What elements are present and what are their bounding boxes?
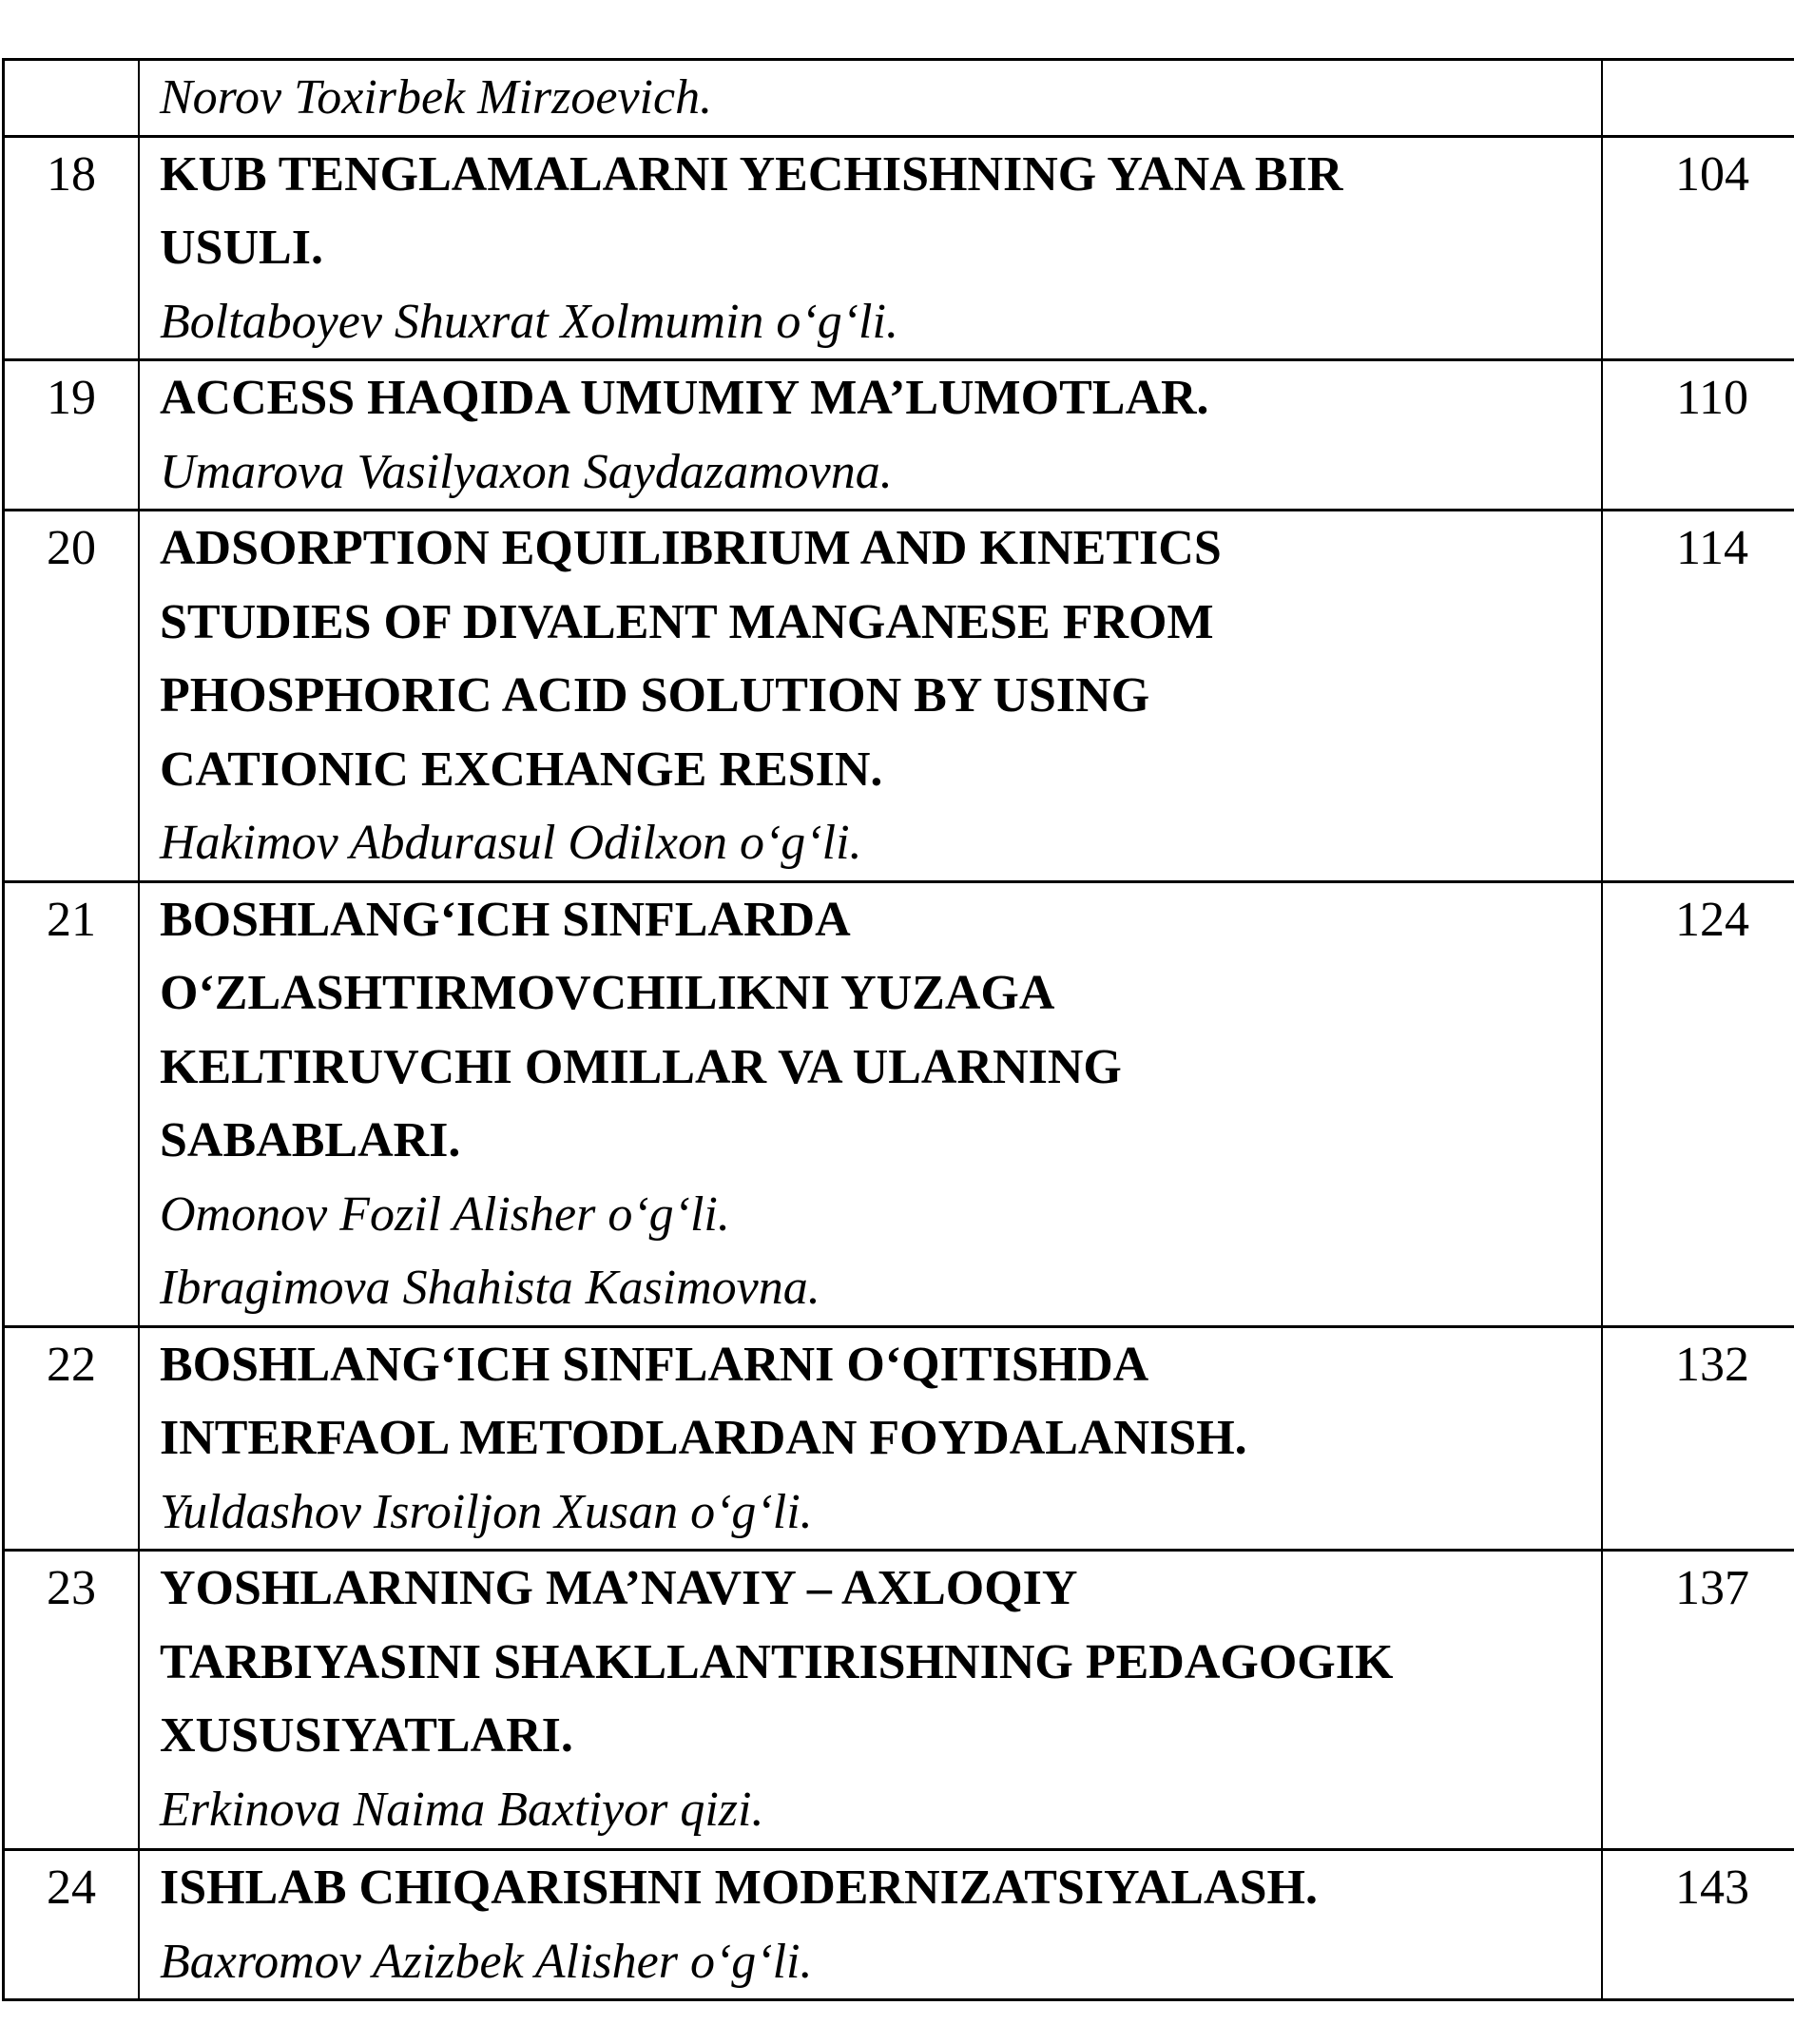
entry-page: [1602, 60, 1794, 137]
entry-content: [139, 1850, 1602, 2000]
entry-author: Baxromov Azizbek Alisher o‘g‘li.: [160, 1934, 813, 1989]
entry-author: Omonov Fozil Alisher o‘g‘li.: [160, 1186, 730, 1242]
entry-title: INTERFAOL METODLARDAN FOYDALANISH.: [160, 1411, 1247, 1465]
entry-content: [139, 1326, 1602, 1551]
entry-title: CATIONIC EXCHANGE RESIN.: [160, 742, 883, 797]
entry-author: Norov Toxirbek Mirzoevich.: [160, 70, 713, 125]
entry-title: KELTIRUVCHI OMILLAR VA ULARNING: [160, 1039, 1122, 1094]
entry-author: Ibragimova Shahista Kasimovna.: [160, 1261, 820, 1315]
toc-row: [4, 511, 1794, 882]
entry-page: 114: [1602, 511, 1794, 882]
entry-content: [139, 511, 1602, 882]
entry-number: 20: [4, 511, 140, 882]
toc-row: [4, 360, 1794, 511]
entry-author: Hakimov Abdurasul Odilxon o‘g‘li.: [160, 816, 862, 870]
toc-row: [4, 1850, 1794, 2000]
entry-title: USULI.: [160, 221, 323, 275]
entry-number: [4, 60, 140, 137]
entry-title: TARBIYASINI SHAKLLANTIRISHNING PEDAGOGIK: [160, 1634, 1394, 1689]
entry-number: 19: [4, 360, 140, 511]
entry-title: YOSHLARNING MA’NAVIY – AXLOQIY: [160, 1561, 1078, 1615]
entry-author: Boltaboyev Shuxrat Xolmumin o‘g‘li.: [160, 294, 898, 349]
toc-row: [4, 1551, 1794, 1850]
entry-number: 21: [4, 881, 140, 1326]
entry-content: [139, 136, 1602, 360]
entry-number: 18: [4, 136, 140, 360]
entry-page: 110: [1602, 360, 1794, 511]
entry-author: Yuldashov Isroiljon Xusan o‘g‘li.: [160, 1484, 813, 1539]
entry-title: BOSHLANG‘ICH SINFLARNI O‘QITISHDA: [160, 1337, 1149, 1392]
entry-title: SABABLARI.: [160, 1113, 461, 1167]
entry-page: 132: [1602, 1326, 1794, 1551]
toc-row: [4, 136, 1794, 360]
entry-content: [139, 360, 1602, 511]
toc-row: [4, 1326, 1794, 1551]
entry-author: Umarova Vasilyaxon Saydazamovna.: [160, 444, 893, 499]
entry-title: STUDIES OF DIVALENT MANGANESE FROM: [160, 594, 1214, 649]
entry-title: ADSORPTION EQUILIBRIUM AND KINETICS: [160, 521, 1222, 575]
entry-content: [139, 60, 1602, 137]
entry-number: 24: [4, 1850, 140, 2000]
entry-author: Erkinova Naima Baxtiyor qizi.: [160, 1782, 764, 1837]
entry-title: O‘ZLASHTIRMOVCHILIKNI YUZAGA: [160, 966, 1055, 1020]
entry-page: 137: [1602, 1551, 1794, 1850]
entry-title: KUB TENGLAMALARNI YECHISHNING YANA BIR: [160, 146, 1343, 202]
entry-content: [139, 1551, 1602, 1850]
entry-content: [139, 881, 1602, 1326]
entry-number: 22: [4, 1326, 140, 1551]
entry-title: ISHLAB CHIQARISHNI MODERNIZATSIYALASH.: [160, 1861, 1318, 1915]
table-of-contents: [2, 58, 1794, 2001]
toc-row: [4, 60, 1794, 137]
entry-page: 143: [1602, 1850, 1794, 2000]
entry-title: BOSHLANG‘ICH SINFLARDA: [160, 892, 851, 947]
entry-page: 104: [1602, 136, 1794, 360]
entry-number: 23: [4, 1551, 140, 1850]
entry-title: ACCESS HAQIDA UMUMIY MA’LUMOTLAR.: [160, 371, 1209, 425]
toc-row: [4, 881, 1794, 1326]
entry-title: PHOSPHORIC ACID SOLUTION BY USING: [160, 668, 1150, 723]
entry-page: 124: [1602, 881, 1794, 1326]
entry-title: XUSUSIYATLARI.: [160, 1708, 573, 1763]
